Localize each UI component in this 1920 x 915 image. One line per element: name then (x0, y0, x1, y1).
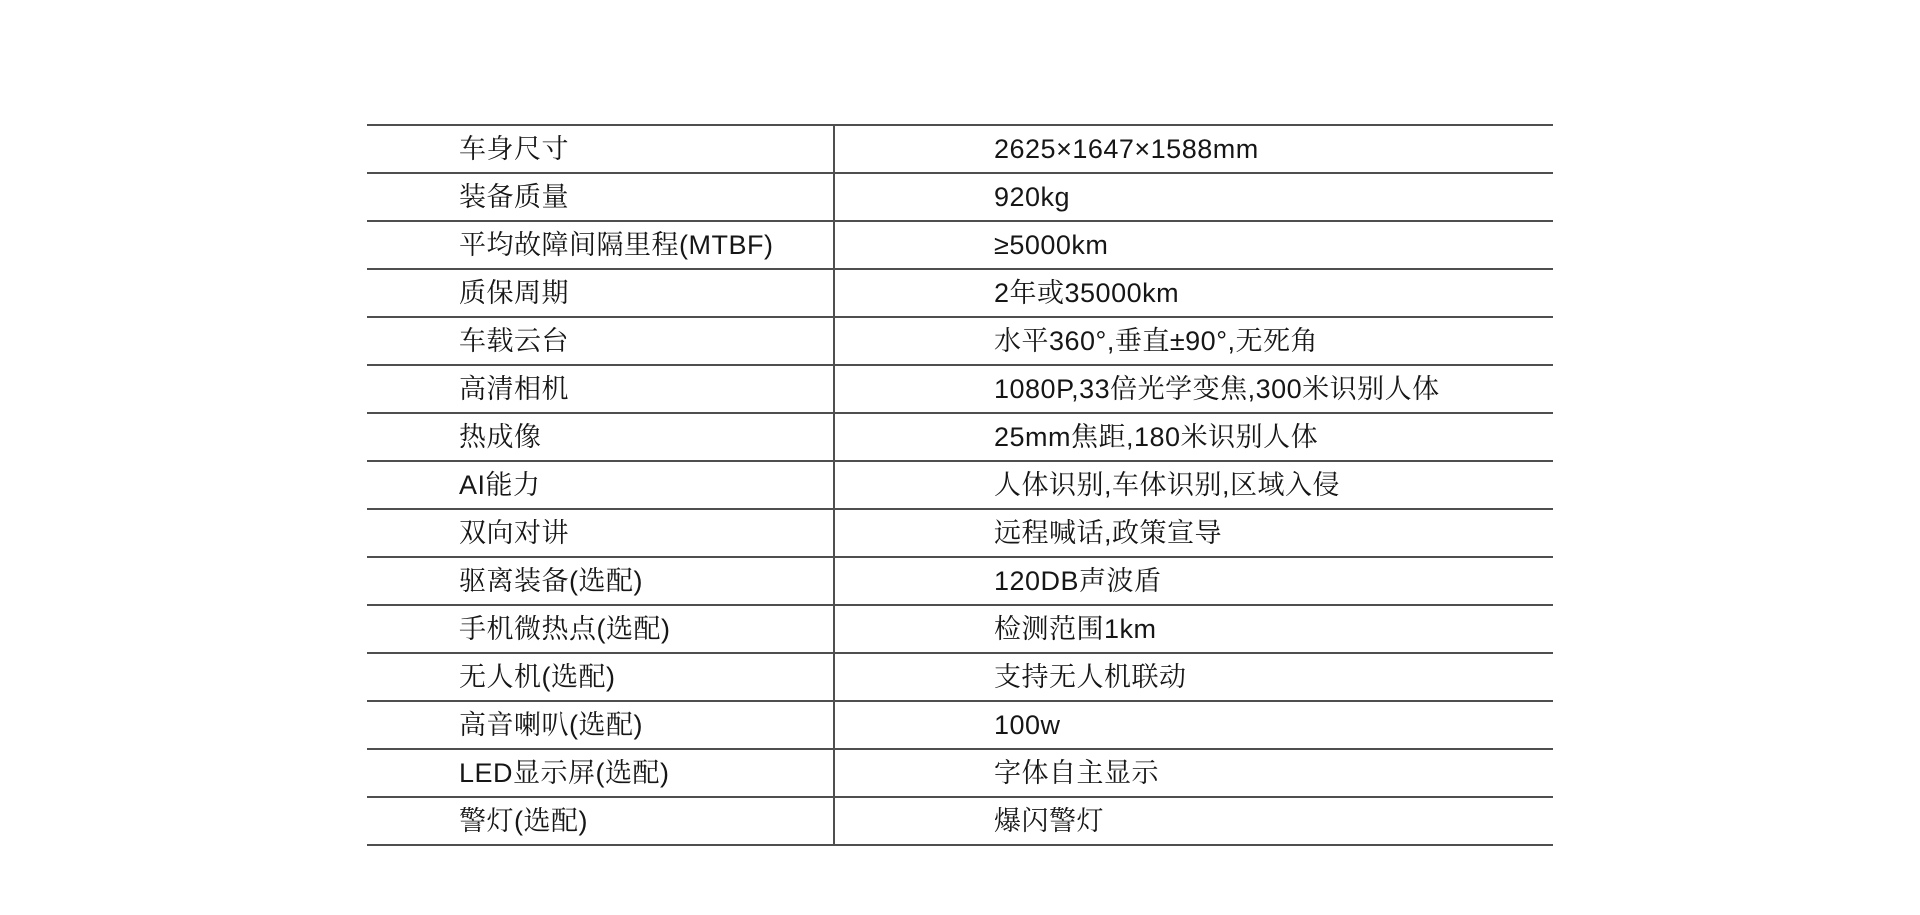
table-row (367, 412, 1553, 460)
spec-value-cell: 检测范围1km (994, 614, 1157, 644)
spec-name-cell: 无人机(选配) (459, 662, 616, 692)
spec-name-cell: 平均故障间隔里程(MTBF) (459, 230, 774, 260)
spec-name-cell: AI能力 (459, 470, 541, 500)
column-divider (833, 124, 835, 844)
table-row (367, 556, 1553, 604)
table-row (367, 748, 1553, 796)
table-row (367, 316, 1553, 364)
table-row (367, 172, 1553, 220)
table-row (367, 604, 1553, 652)
spec-name-cell: 高音喇叭(选配) (459, 710, 643, 740)
spec-name-cell: 热成像 (459, 422, 542, 452)
table-row (367, 220, 1553, 268)
spec-value-cell: 920kg (994, 182, 1071, 212)
spec-value-cell: 25mm焦距,180米识别人体 (994, 422, 1319, 452)
spec-name-cell: LED显示屏(选配) (459, 758, 670, 788)
spec-name-cell: 质保周期 (459, 278, 569, 308)
spec-value-cell: 水平360°,垂直±90°,无死角 (994, 326, 1318, 356)
spec-value-cell: 人体识别,车体识别,区域入侵 (994, 470, 1341, 500)
table-row (367, 700, 1553, 748)
spec-value-cell: 支持无人机联动 (994, 662, 1187, 692)
table-row (367, 796, 1553, 844)
spec-value-cell: 远程喊话,政策宣导 (994, 518, 1223, 548)
spec-name-cell: 驱离装备(选配) (459, 566, 643, 596)
spec-name-cell: 车载云台 (459, 326, 569, 356)
spec-name-cell: 双向对讲 (459, 518, 569, 548)
spec-value-cell: 1080P,33倍光学变焦,300米识别人体 (994, 374, 1440, 404)
spec-value-cell: ≥5000km (994, 230, 1109, 260)
spec-value-cell: 120DB声波盾 (994, 566, 1162, 596)
table-row (367, 124, 1553, 172)
spec-value-cell: 2年或35000km (994, 278, 1180, 308)
spec-value-cell: 100w (994, 710, 1061, 740)
spec-value-cell: 2625×1647×1588mm (994, 134, 1259, 164)
spec-name-cell: 装备质量 (459, 182, 569, 212)
spec-name-cell: 车身尺寸 (459, 134, 569, 164)
table-row (367, 364, 1553, 412)
spec-name-cell: 手机微热点(选配) (459, 614, 671, 644)
table-row (367, 652, 1553, 700)
table-row (367, 460, 1553, 508)
spec-table (367, 124, 1553, 846)
table-row (367, 268, 1553, 316)
spec-value-cell: 字体自主显示 (994, 758, 1159, 788)
spec-name-cell: 警灯(选配) (459, 806, 588, 836)
spec-name-cell: 高清相机 (459, 374, 569, 404)
table-row (367, 508, 1553, 556)
spec-value-cell: 爆闪警灯 (994, 806, 1104, 836)
